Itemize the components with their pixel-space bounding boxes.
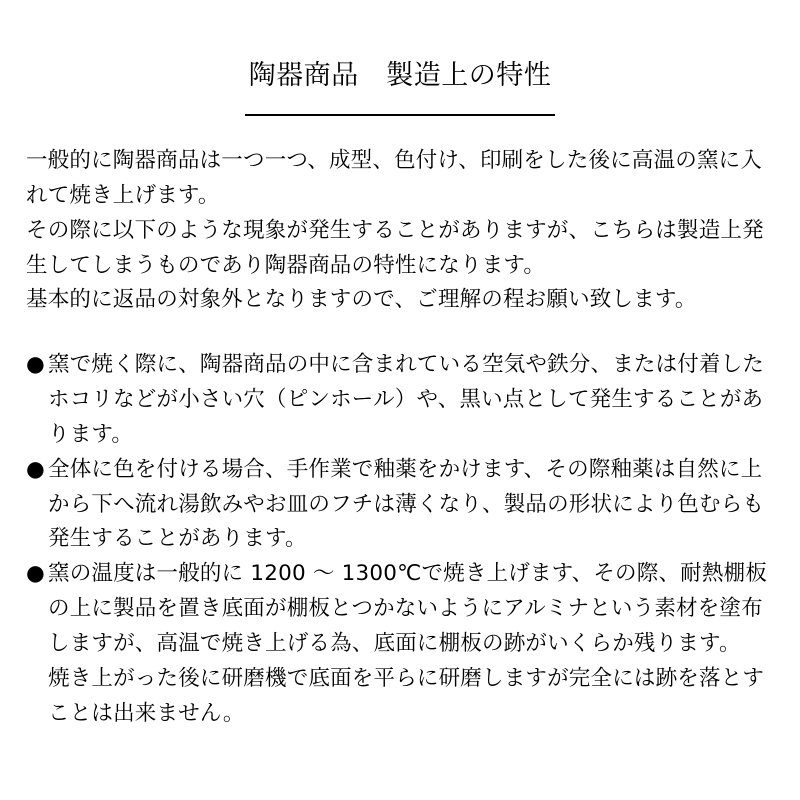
list-item-text: 窯の温度は一般的に 1200 ～ 1300℃で焼き上げます、その際、耐熱棚板の上に製品を置き底面が棚板とつかないようにアルミナという素材を塗布しますが、高温で焼き上げる為、底面に棚板の跡がいくらか残ります。: [48, 561, 767, 656]
closing-paragraph: 焼き上がった後に研磨機で底面を平らに研磨しますが完全には跡を落とすことは出来ません。: [48, 665, 765, 726]
list-item-text: 全体に色を付ける場合、手作業で釉薬をかけます、その際釉薬は自然に上から下へ流れ湯飲みやお皿のフチは薄くなり、製品の形状により色むらも発生することがあります。: [48, 456, 765, 552]
list-item: [26, 557, 774, 661]
bullet-marker-icon: ●: [26, 352, 45, 378]
page-title-underline: [245, 58, 556, 116]
characteristics-list: [26, 348, 774, 731]
list-item: [26, 348, 774, 452]
intro-section: [26, 144, 774, 318]
intro-paragraph-3: 基本的に返品の対象外となりますので、ご理解の程お願い致します。: [26, 287, 697, 313]
bullet-marker-icon: ●: [26, 456, 45, 482]
page-title-container: [26, 58, 774, 116]
list-item-text: 窯で焼く際に、陶器商品の中に含まれている空気や鉄分、または付着したホコリなどが小さい穴（ピンホール）や、黒い点として発生することがあります。: [48, 352, 765, 447]
intro-paragraph-1: 一般的に陶器商品は一つ一つ、成型、色付け、印刷をした後に高温の窯に入れて焼き上げます。: [26, 148, 763, 208]
list-item: [26, 453, 774, 557]
bullet-marker-icon: ●: [26, 561, 45, 587]
intro-paragraph-2: その際に以下のような現象が発生することがありますが、こちらは製造上発生してしまうものであり陶器商品の特性になります。: [26, 217, 764, 278]
page-title: 陶器商品 製造上の特性: [248, 60, 552, 91]
